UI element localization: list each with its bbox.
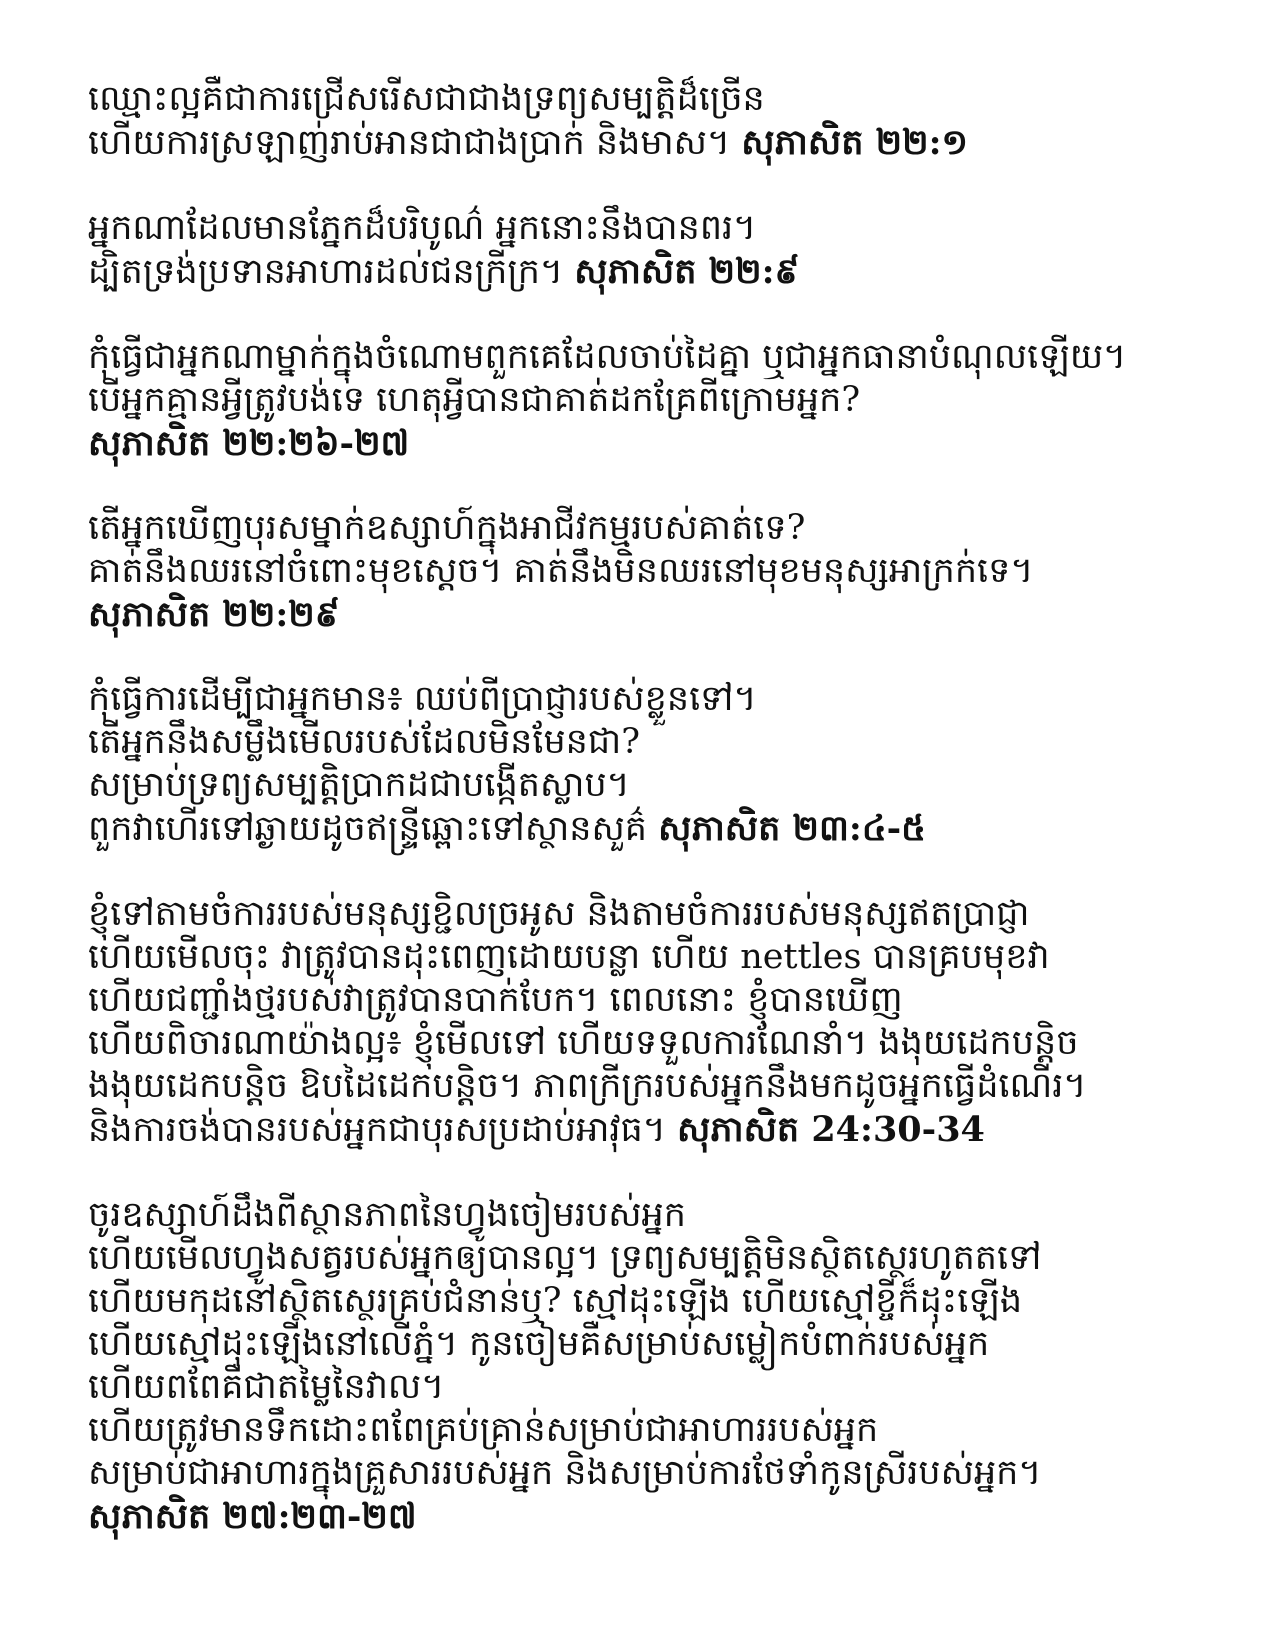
passage-line: ហើយមើលចុះ វាត្រូវបានដុះពេញដោយបន្លា ហើយ nettles បានគ្របមុខវា bbox=[88, 937, 1050, 977]
verse-reference: សុភាសិត ២៧:២៣-២៧ bbox=[88, 1496, 417, 1537]
passage-line: ងងុយដេកបន្តិច ឱបដៃដេកបន្តិច។ ភាពក្រីក្ររបស់អ្នកនឹងមកដូចអ្នកធ្វើដំណើរ។ bbox=[88, 1066, 1087, 1106]
passage-line: ហើយស្មៅដុះឡើងនៅលើភ្នំ។ កូនចៀមគឺសម្រាប់សម្លៀកបំពាក់របស់អ្នក bbox=[88, 1324, 990, 1364]
verse-reference: សុភាសិត ២២:១ bbox=[741, 122, 968, 163]
passage-line: ខ្ញុំទៅតាមចំការរបស់មនុស្សខ្ជិលច្រអូស និងតាមចំការរបស់មនុស្សឥតប្រាជ្ញា bbox=[88, 894, 1030, 934]
passage-line: កុំធ្វើការដើម្បីជាអ្នកមាន៖ ឈប់ពីប្រាជ្ញារបស់ខ្លួនទៅ។ bbox=[88, 679, 757, 719]
passage-line: គាត់នឹងឈរនៅចំពោះមុខស្តេច។ គាត់នឹងមិនឈរនៅមុខមនុស្សអាក្រក់ទេ។ bbox=[88, 551, 1034, 591]
passage-line: ឈ្មោះល្អគឺជាការជ្រើសរើសជាជាងទ្រព្យសម្បត្តិដ៏ច្រើន bbox=[88, 79, 765, 119]
passage-line: ហើយពពែគឺជាតម្លៃនៃវាល។ bbox=[88, 1367, 445, 1407]
passage-proverbs-22-29 bbox=[88, 507, 1258, 636]
passage-line-text: ដ្បិតទ្រង់ប្រទានអាហារដល់ជនក្រីក្រ។ bbox=[88, 252, 564, 292]
passage-proverbs-23-4-5 bbox=[88, 678, 1258, 851]
passage-line bbox=[88, 807, 1258, 851]
verse-reference: សុភាសិត ២២:៩ bbox=[574, 251, 800, 292]
passage-line: ហើយត្រូវមានទឹកដោះពពែគ្រប់គ្រាន់សម្រាប់ជាអាហាររបស់អ្នក bbox=[88, 1410, 879, 1450]
passage-line bbox=[88, 250, 1258, 294]
verse-reference: សុភាសិត ២២:២៦-២៧ bbox=[88, 423, 410, 464]
passage-line-text: ពួកវាហើរទៅឆ្ងាយដូចឥន្ទ្រីឆ្ពោះទៅស្ថានសួគ៌ bbox=[88, 809, 648, 849]
passage-proverbs-22-26-27 bbox=[88, 336, 1258, 465]
scripture-page bbox=[88, 78, 1258, 1580]
passage-line: កុំធ្វើជាអ្នកណាម្នាក់ក្នុងចំណោមពួកគេដែលចាប់ដៃគ្នា ឬជាអ្នកធានាបំណុលឡើយ។ bbox=[88, 337, 1127, 377]
passage-line: ហើយជញ្ជាំងថ្មរបស់វាត្រូវបានបាក់បែក។ ពេលនោះ ខ្ញុំបានឃើញ bbox=[88, 980, 903, 1020]
verse-reference: សុភាសិត ២២:២៩ bbox=[88, 594, 340, 635]
passage-line: ចូរឧស្សាហ៍ដឹងពីស្ថានភាពនៃហ្វូងចៀមរបស់អ្នក bbox=[88, 1195, 686, 1235]
passage-proverbs-22-9 bbox=[88, 207, 1258, 294]
passage-line: អ្នកណាដែលមានភ្នែកដ៏បរិបូណ៌ អ្នកនោះនឹងបានពរ។ bbox=[88, 208, 757, 248]
passage-line: ហើយពិចារណាយ៉ាងល្អ៖ ខ្ញុំមើលទៅ ហើយទទួលការណែនាំ។ ងងុយដេកបន្តិច bbox=[88, 1023, 1079, 1063]
verse-reference: សុភាសិត ២៣:៤-៥ bbox=[658, 808, 926, 849]
passage-line: តើអ្នកឃើញបុរសម្នាក់ឧស្សាហ៍ក្នុងអាជីវកម្មរបស់គាត់ទេ? bbox=[88, 508, 806, 548]
passage-proverbs-27-23-27 bbox=[88, 1194, 1258, 1538]
passage-line: សម្រាប់ជាអាហារក្នុងគ្រួសាររបស់អ្នក និងសម្រាប់ការថែទាំកូនស្រីរបស់អ្នក។ bbox=[88, 1453, 1042, 1493]
passage-line bbox=[88, 1108, 1258, 1152]
passage-line: ហើយមកុដនៅស្ថិតស្ថេរគ្រប់ជំនាន់ឬ? ស្មៅដុះឡើង ហើយស្មៅខ្ចីក៏ដុះឡើង bbox=[88, 1281, 1023, 1321]
passage-proverbs-24-30-34 bbox=[88, 893, 1258, 1152]
passage-line: បើអ្នកគ្មានអ្វីត្រូវបង់ទេ ហេតុអ្វីបានជាគាត់ដកគ្រែពីក្រោមអ្នក? bbox=[88, 380, 861, 420]
passage-line-text: ហើយការស្រឡាញ់រាប់អានជាជាងប្រាក់ និងមាស។ bbox=[88, 123, 731, 163]
passage-line: ហើយមើលហ្វូងសត្វរបស់អ្នកឲ្យបានល្អ។ ទ្រព្យសម្បត្តិមិនស្ថិតស្ថេរហូតតទៅ bbox=[88, 1238, 1042, 1278]
passage-line bbox=[88, 121, 1258, 165]
passage-line: សម្រាប់ទ្រព្យសម្បត្តិប្រាកដជាបង្កើតស្លាប។ bbox=[88, 765, 630, 805]
passage-line: តើអ្នកនឹងសម្លឹងមើលរបស់ដែលមិនមែនជា? bbox=[88, 722, 640, 762]
passage-proverbs-22-1 bbox=[88, 78, 1258, 165]
passage-line-text: និងការចង់បានរបស់អ្នកជាបុរសប្រដាប់អាវុធ។ bbox=[88, 1110, 666, 1150]
verse-reference: សុភាសិត 24:30-34 bbox=[676, 1109, 985, 1150]
